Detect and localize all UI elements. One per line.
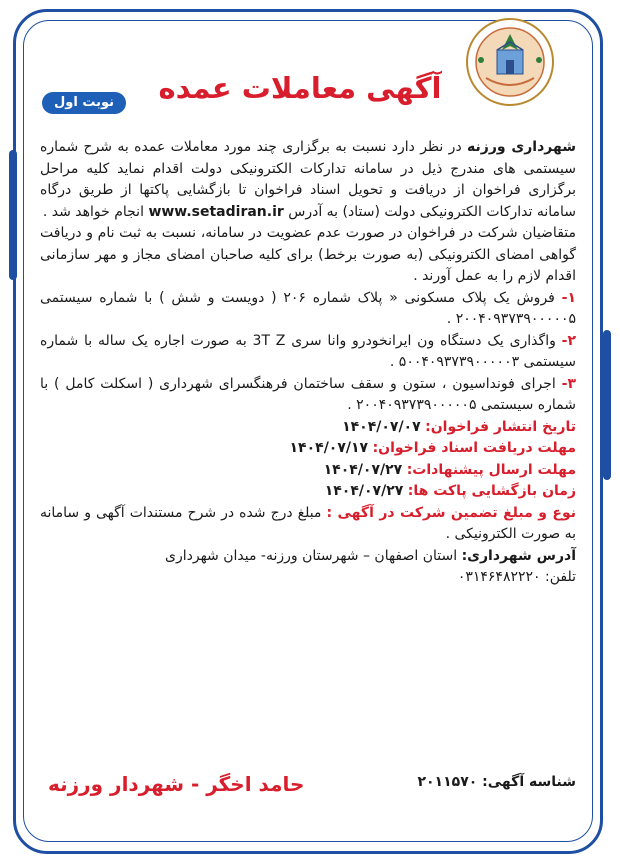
intro-tail: انجام خواهد شد .	[42, 203, 149, 220]
item-2-number: ۲-	[561, 332, 577, 349]
opening-date-label: زمان بازگشایی پاکت ها:	[407, 483, 576, 499]
receive-deadline-label: مهلت دریافت اسناد فراخوان:	[372, 440, 576, 456]
first-round-badge: نوبت اول	[42, 92, 126, 114]
guarantee-text: مبلغ درج شده در شرح مستندات آگهی و سامانه به صورت الکترونیکی .	[40, 504, 576, 542]
intro-text: در نظر دارد نسبت به برگزاری چند مورد معاملات عمده به شرح شماره سیستمی های مندرج ذیل در سامانه تدارکات الکترونیکی دولت اقدام نماید کلیه مراحل برگزاری فراخوان از دریافت و تحویل اسناد فراخوان تا بازگشایی پاکتها از طریق درگاه سامانه تدارکات الکترونیکی دولت (ستاد) به آدرس	[40, 139, 576, 220]
opening-date-line	[40, 481, 576, 503]
ad-id-value: ۲۰۱۱۵۷۰	[417, 774, 483, 790]
receive-deadline-line	[40, 438, 576, 460]
phone-label: تلفن:	[545, 569, 576, 585]
org-name: شهرداری ورزنه	[467, 139, 576, 155]
ad-title: آگهی معاملات عمده	[158, 71, 442, 105]
ad-body	[40, 137, 576, 589]
ad-id-label: شناسه آگهی:	[482, 774, 576, 790]
item-3-number: ۳-	[561, 375, 576, 392]
item-3	[40, 374, 576, 417]
publish-date-value: ۱۴۰۴/۰۷/۰۷	[342, 418, 421, 435]
submit-deadline-label: مهلت ارسال پیشنهادات:	[406, 461, 576, 478]
website-link[interactable]: www.setadiran.ir	[148, 203, 284, 220]
item-3-text: اجرای فونداسیون ، ستون و سقف ساختمان فرهنگسرای شهرداری ( اسکلت کامل ) با شماره سیستمی ۲۰۰۴۰۹۳۷۳۹۰۰۰۰۰۵ .	[40, 375, 576, 413]
phone-number: ۰۳۱۴۶۴۸۲۲۲۰	[457, 569, 545, 585]
address-line	[40, 546, 576, 568]
left-side-bar	[9, 150, 17, 280]
publish-date-label: تاریخ انتشار فراخوان:	[425, 418, 576, 435]
guarantee-label: نوع و مبلغ تضمین شرکت در آگهی :	[326, 504, 576, 521]
mayor-signature: حامد اخگر - شهردار ورزنه	[48, 772, 305, 796]
phone-line	[40, 567, 576, 589]
right-side-bar	[603, 330, 611, 480]
ad-id-line	[400, 774, 576, 790]
publish-date-line	[40, 417, 576, 439]
intro-paragraph	[40, 137, 576, 223]
item-2	[40, 331, 576, 374]
item-2-text: واگذاری یک دستگاه ون ایرانخودرو وانا سری 3T Z به صورت اجاره یک ساله با شماره سیستمی ۵۰۰۴۰۹۳۷۳۹۰۰۰۰۰۳ .	[40, 332, 576, 370]
address-text: استان اصفهان – شهرستان ورزنه- میدان شهرداری	[165, 547, 462, 564]
municipality-logo-icon	[456, 16, 564, 108]
registration-paragraph: متقاضیان شرکت در فراخوان در صورت عدم عضویت در سامانه، نسبت به ثبت نام و دریافت گواهی امضای الکترونیکی (به صورت برخط) برای کلیه صاحبان امضای مجاز و مهر سازمانی اقدام لازم را به عمل آورند .	[40, 225, 576, 284]
address-label: آدرس شهرداری:	[461, 547, 576, 564]
item-1-text: فروش یک پلاک مسکونی « پلاک شماره ۲۰۶ ( دویست و شش ) با شماره سیستمی ۲۰۰۴۰۹۳۷۳۹۰۰۰۰۰۵ .	[40, 289, 576, 327]
opening-date-value: ۱۴۰۴/۰۷/۲۷	[324, 483, 404, 499]
submit-deadline-value: ۱۴۰۴/۰۷/۲۷	[323, 461, 403, 478]
item-1-number: ۱-	[561, 289, 576, 306]
receive-deadline-value: ۱۴۰۴/۰۷/۱۷	[289, 440, 369, 456]
guarantee-paragraph	[40, 503, 576, 546]
item-1	[40, 288, 576, 331]
submit-deadline-line	[40, 460, 576, 482]
